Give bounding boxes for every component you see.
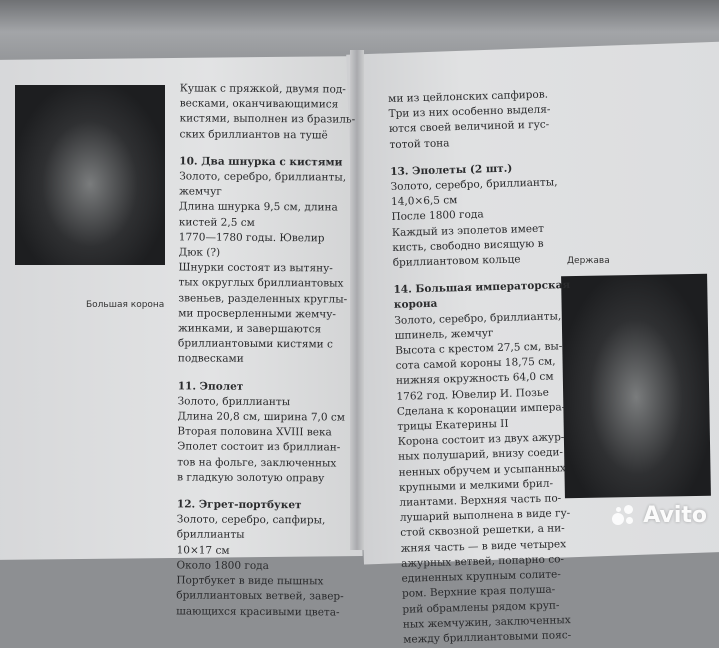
text-line: 10×17 см — [176, 544, 230, 557]
text-line: Золото, бриллианты — [177, 395, 291, 409]
text-line: ми из цейлонских сапфиров. — [388, 88, 549, 105]
text-line: Длина шнурка 9,5 см, длина — [178, 200, 338, 214]
text-line: ных жемчужин, заключенных — [402, 613, 571, 631]
text-line: трицы Екатерины II — [397, 417, 509, 433]
text-line: ненных обручем и усыпанных — [398, 461, 567, 479]
text-line: в гладкую золотую оправу — [177, 471, 325, 485]
avito-watermark — [612, 503, 707, 528]
text-line: единенных крупным солите- — [401, 568, 561, 585]
text-line: 1762 год. Ювелир И. Позье — [396, 386, 549, 403]
text-line: нижняя окружность 64,0 см — [395, 370, 554, 388]
text-line: ром. Верхние края полуша- — [401, 583, 556, 601]
text-line: бриллиантовых ветвей, завер- — [176, 589, 344, 603]
text-line: тов на фольге, заключенных — [177, 456, 337, 470]
text-line: кисть, свободно висящую в — [392, 237, 544, 254]
text-line: Вторая половина XVIII века — [177, 425, 332, 439]
entry-heading: 13. Эполеты (2 шт.) — [390, 162, 513, 178]
text-line: ажурных ветвей, попарно со- — [401, 553, 565, 570]
text-line: рий обрамлены рядом круп- — [402, 598, 560, 616]
text-line: сота самой короны 18,75 см, — [395, 355, 556, 373]
text-line: Каждый из эполетов имеет — [391, 222, 545, 239]
text-line: кистей 2,5 см — [178, 216, 255, 229]
text-line: 14,0×6,5 см — [390, 194, 458, 209]
text-line: 1770—1780 годы. Ювелир — [178, 231, 325, 245]
text-line: После 1800 года — [391, 208, 484, 224]
text-line: ских бриллиантов на тушё — [179, 128, 328, 142]
text-line: шающихся красивыми цвета- — [176, 604, 340, 619]
text-line: лушарий выполнена в виде гу- — [399, 507, 571, 525]
avito-logo-icon — [612, 505, 638, 527]
crown-photo-caption: Большая корона — [86, 300, 165, 310]
crown-photo — [15, 85, 165, 265]
text-line: Корона состоит из двух ажур- — [397, 431, 565, 449]
text-line: Кушак с пряжкой, двумя под- — [179, 82, 346, 96]
text-line: бриллиантовыми кистями с — [178, 337, 333, 351]
right-text-column — [388, 87, 580, 648]
text-line: ми просверленными жемчу- — [178, 307, 337, 321]
text-line: Шнурки состоят из вытяну- — [178, 261, 333, 275]
text-line: жинками, и завершаются — [178, 322, 322, 336]
text-line: стой сквозной решетки, а ни- — [400, 522, 565, 540]
text-line: бриллианты — [176, 528, 245, 542]
text-line: крупными и мелкими брил- — [398, 477, 554, 494]
text-line: жемчуг — [179, 185, 222, 198]
text-line: тотой тона — [389, 136, 450, 151]
text-line: Высота с крестом 27,5 см, вы- — [395, 340, 563, 357]
text-line: Около 1800 года — [176, 559, 269, 572]
avito-wordmark: Avito — [643, 503, 707, 528]
text-line: жняя часть — в виде четырех — [400, 537, 567, 555]
text-line: Эполет состоит из бриллиан- — [177, 440, 341, 454]
text-line: Золото, серебро, бриллианты, — [390, 176, 558, 193]
text-line: тых округлых бриллиантовых — [178, 276, 344, 290]
orb-photo — [561, 274, 711, 499]
text-line: бриллиантовом кольце — [392, 253, 521, 269]
text-line: Длина 20,8 см, ширина 7,0 см — [177, 410, 345, 424]
left-text-column — [176, 81, 355, 620]
text-line: Портбукет в виде пышных — [176, 574, 324, 588]
entry-heading: корона — [393, 298, 438, 312]
text-line: Сделана к коронации импера- — [396, 401, 566, 418]
orb-photo-caption: Держава — [567, 256, 610, 266]
entry-heading: 10. Два шнурка с кистями — [179, 155, 343, 169]
text-line: подвесками — [177, 352, 244, 366]
text-line: кистями, выполнен из бразиль- — [179, 112, 356, 127]
text-line: Золото, серебро, сапфиры, — [176, 513, 326, 527]
text-line: звеньев, разделенных круглы- — [178, 292, 348, 306]
text-line: шпинель, жемчуг — [394, 326, 494, 342]
text-line: между бриллиантовыми пояс- — [403, 629, 572, 646]
text-line: ных полушарий, внизу соеди- — [398, 446, 564, 464]
text-line: весками, оканчивающимися — [179, 97, 339, 111]
entry-heading: 14. Большая императорская — [393, 279, 571, 297]
text-line: Три из них особенно выделя- — [388, 103, 551, 121]
text-line: ются своей величиной и гус- — [388, 118, 550, 136]
text-line: Дюк (?) — [178, 246, 221, 259]
entry-heading: 11. Эполет — [177, 380, 244, 393]
text-line: Золото, серебро, бриллианты, — [179, 170, 347, 184]
entry-heading: 12. Эгрет-портбукет — [176, 498, 302, 512]
text-line: лиантами. Верхняя часть по- — [399, 492, 562, 509]
text-line: Золото, серебро, бриллианты, — [394, 309, 562, 327]
